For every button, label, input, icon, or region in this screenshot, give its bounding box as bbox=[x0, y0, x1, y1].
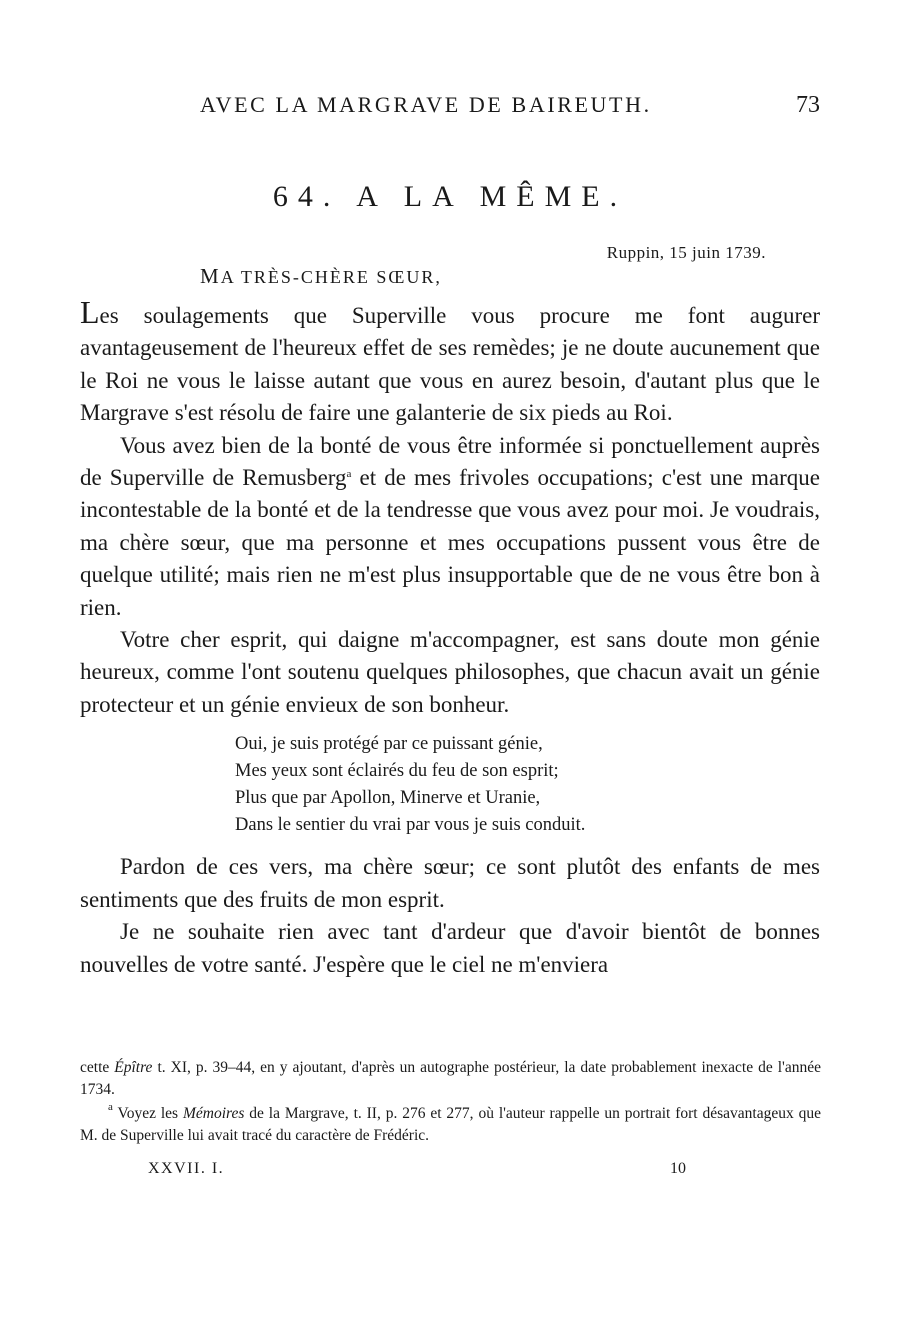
footnote-text: t. XI, p. 39–44, en y ajoutant, d'après un autographe postérieur, la date probablement inexacte de l'année 1734. bbox=[80, 1059, 821, 1098]
footnote-ref-a: a bbox=[346, 468, 352, 481]
running-head: AVEC LA MARGRAVE DE BAIREUTH. bbox=[200, 92, 652, 117]
footnote-text: de la Margrave, t. II, p. 276 et 277, où l'auteur rappelle un portrait fort désavantageux que M. de Superville lui avait tracé du caractère de Frédéric. bbox=[80, 1105, 821, 1144]
verse-line: Plus que par Apollon, Minerve et Uranie, bbox=[235, 788, 541, 809]
paragraph-4: Pardon de ces vers, ma chère sœur; ce sont plutôt des enfants de mes sentiments que des fruits de mon esprit. bbox=[80, 854, 820, 912]
signature-number: 10 bbox=[670, 1160, 686, 1177]
salutation-rest: A TRÈS-CHÈRE SŒUR, bbox=[220, 267, 442, 287]
initial-letter: L bbox=[80, 294, 100, 330]
footnote-text: Voyez les bbox=[117, 1105, 183, 1122]
footnote-mark-a: a bbox=[108, 1101, 113, 1113]
letter-body bbox=[80, 294, 820, 981]
verse-line: Oui, je suis protégé par ce puissant génie, bbox=[235, 734, 543, 755]
verse-block bbox=[235, 731, 820, 839]
paragraph-2-text-b: et de mes frivoles occupations; c'est une marque incontestable de la bonté et de la tendresse que vous avez pour moi. Je voudrais, ma chère sœur, que ma personne et mes occupations pussent vous être de quelque utilité; mais rien ne m'est plus insupportable que de ne vous être bon à rien. bbox=[80, 465, 820, 620]
paragraph-1-text: es soulagements que Superville vous procure me font augurer avantageusement de l'heureux effet de ses remèdes; je ne doute aucunement que le Roi ne vous le laisse autant que vous en aurez besoin, d'autant plus que le Margrave s'est résolu de faire une galanterie de six pieds au Roi. bbox=[80, 303, 820, 426]
footnotes bbox=[80, 1057, 821, 1149]
paragraph-5: Je ne souhaite rien avec tant d'ardeur que d'avoir bientôt de bonnes nouvelles de votre santé. J'espère que le ciel ne m'enviera bbox=[80, 919, 820, 977]
footnote-italic: Épître bbox=[114, 1059, 153, 1076]
letter-title: 64. A LA MÊME. bbox=[272, 180, 628, 213]
paragraph-2 bbox=[80, 430, 820, 624]
page-number: 73 bbox=[796, 92, 820, 118]
footnote-a bbox=[80, 1103, 821, 1146]
verse-line: Dans le sentier du vrai par vous je suis conduit. bbox=[235, 815, 586, 836]
paragraph-2-text-a: Vous avez bien de la bonté de vous être informée si ponctuellement auprès de Superville de Remusberg bbox=[80, 432, 820, 491]
verse-line: Mes yeux sont éclairés du feu de son esprit; bbox=[235, 761, 559, 782]
footnote-italic: Mémoires bbox=[182, 1105, 245, 1122]
salutation-initial: M bbox=[200, 264, 221, 288]
footnote-text: cette bbox=[80, 1059, 115, 1076]
dateline: Ruppin, 15 juin 1739. bbox=[606, 243, 766, 262]
salutation bbox=[200, 264, 442, 289]
paragraph-1 bbox=[80, 294, 820, 430]
footnote-continuation bbox=[80, 1057, 821, 1100]
signature-mark: XXVII. I. bbox=[148, 1160, 225, 1177]
paragraph-3: Votre cher esprit, qui daigne m'accompagner, est sans doute mon génie heureux, comme l'ont soutenu quelques philosophes, que chacun avait un génie protecteur et un génie envieux de son bonheur. bbox=[80, 627, 820, 717]
